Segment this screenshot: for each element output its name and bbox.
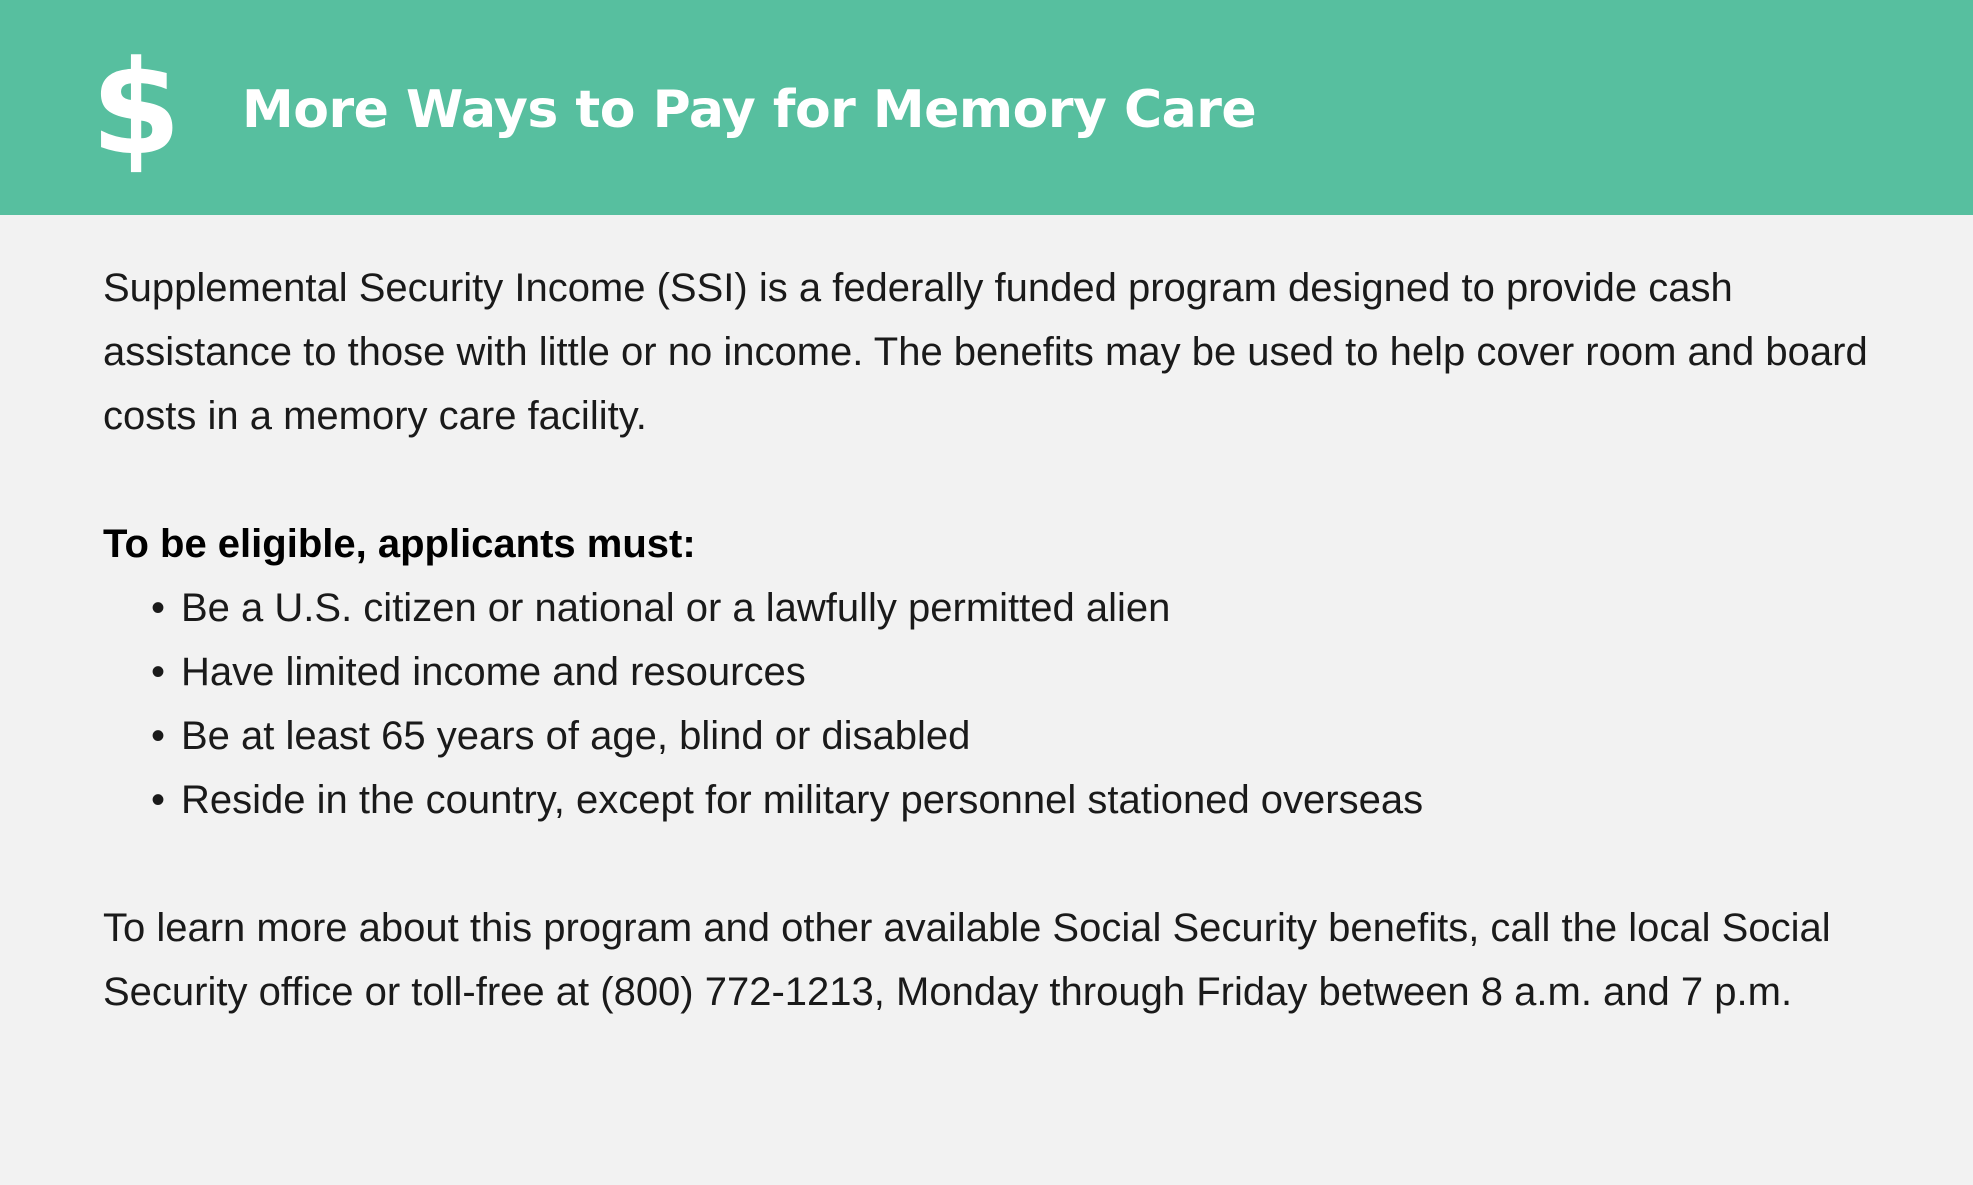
dollar-icon: $: [90, 32, 182, 184]
bullet-icon: •: [151, 586, 166, 630]
intro-paragraph: Supplemental Security Income (SSI) is a federally funded program designed to provide cash assistance to those with little or no income. The benefits may be used to help cover room and board costs in a memory care facility.: [103, 266, 1868, 438]
list-item: [149, 768, 1903, 832]
bullet-icon: •: [151, 650, 166, 694]
closing-paragraph: To learn more about this program and other available Social Security benefits, call the local Social Security office or toll-free at (800) 772-1213, Monday through Friday between 8 a.m. and 7 p.m.: [103, 906, 1831, 1014]
main-content: [103, 256, 1903, 1024]
list-item-text: Have limited income and resources: [181, 650, 806, 694]
eligibility-heading: To be eligible, applicants must:: [103, 522, 696, 566]
list-item-text: Be a U.S. citizen or national or a lawfully permitted alien: [181, 586, 1171, 630]
list-item-text: Be at least 65 years of age, blind or disabled: [181, 714, 971, 758]
bullet-icon: •: [151, 778, 166, 822]
bullet-icon: •: [151, 714, 166, 758]
list-item: [149, 576, 1903, 640]
list-item-text: Reside in the country, except for military personnel stationed overseas: [181, 778, 1424, 822]
eligibility-list: [103, 576, 1903, 832]
list-item: [149, 704, 1903, 768]
header-banner: [0, 0, 1973, 215]
list-item: [149, 640, 1903, 704]
page-title: More Ways to Pay for Memory Care: [242, 80, 1257, 140]
